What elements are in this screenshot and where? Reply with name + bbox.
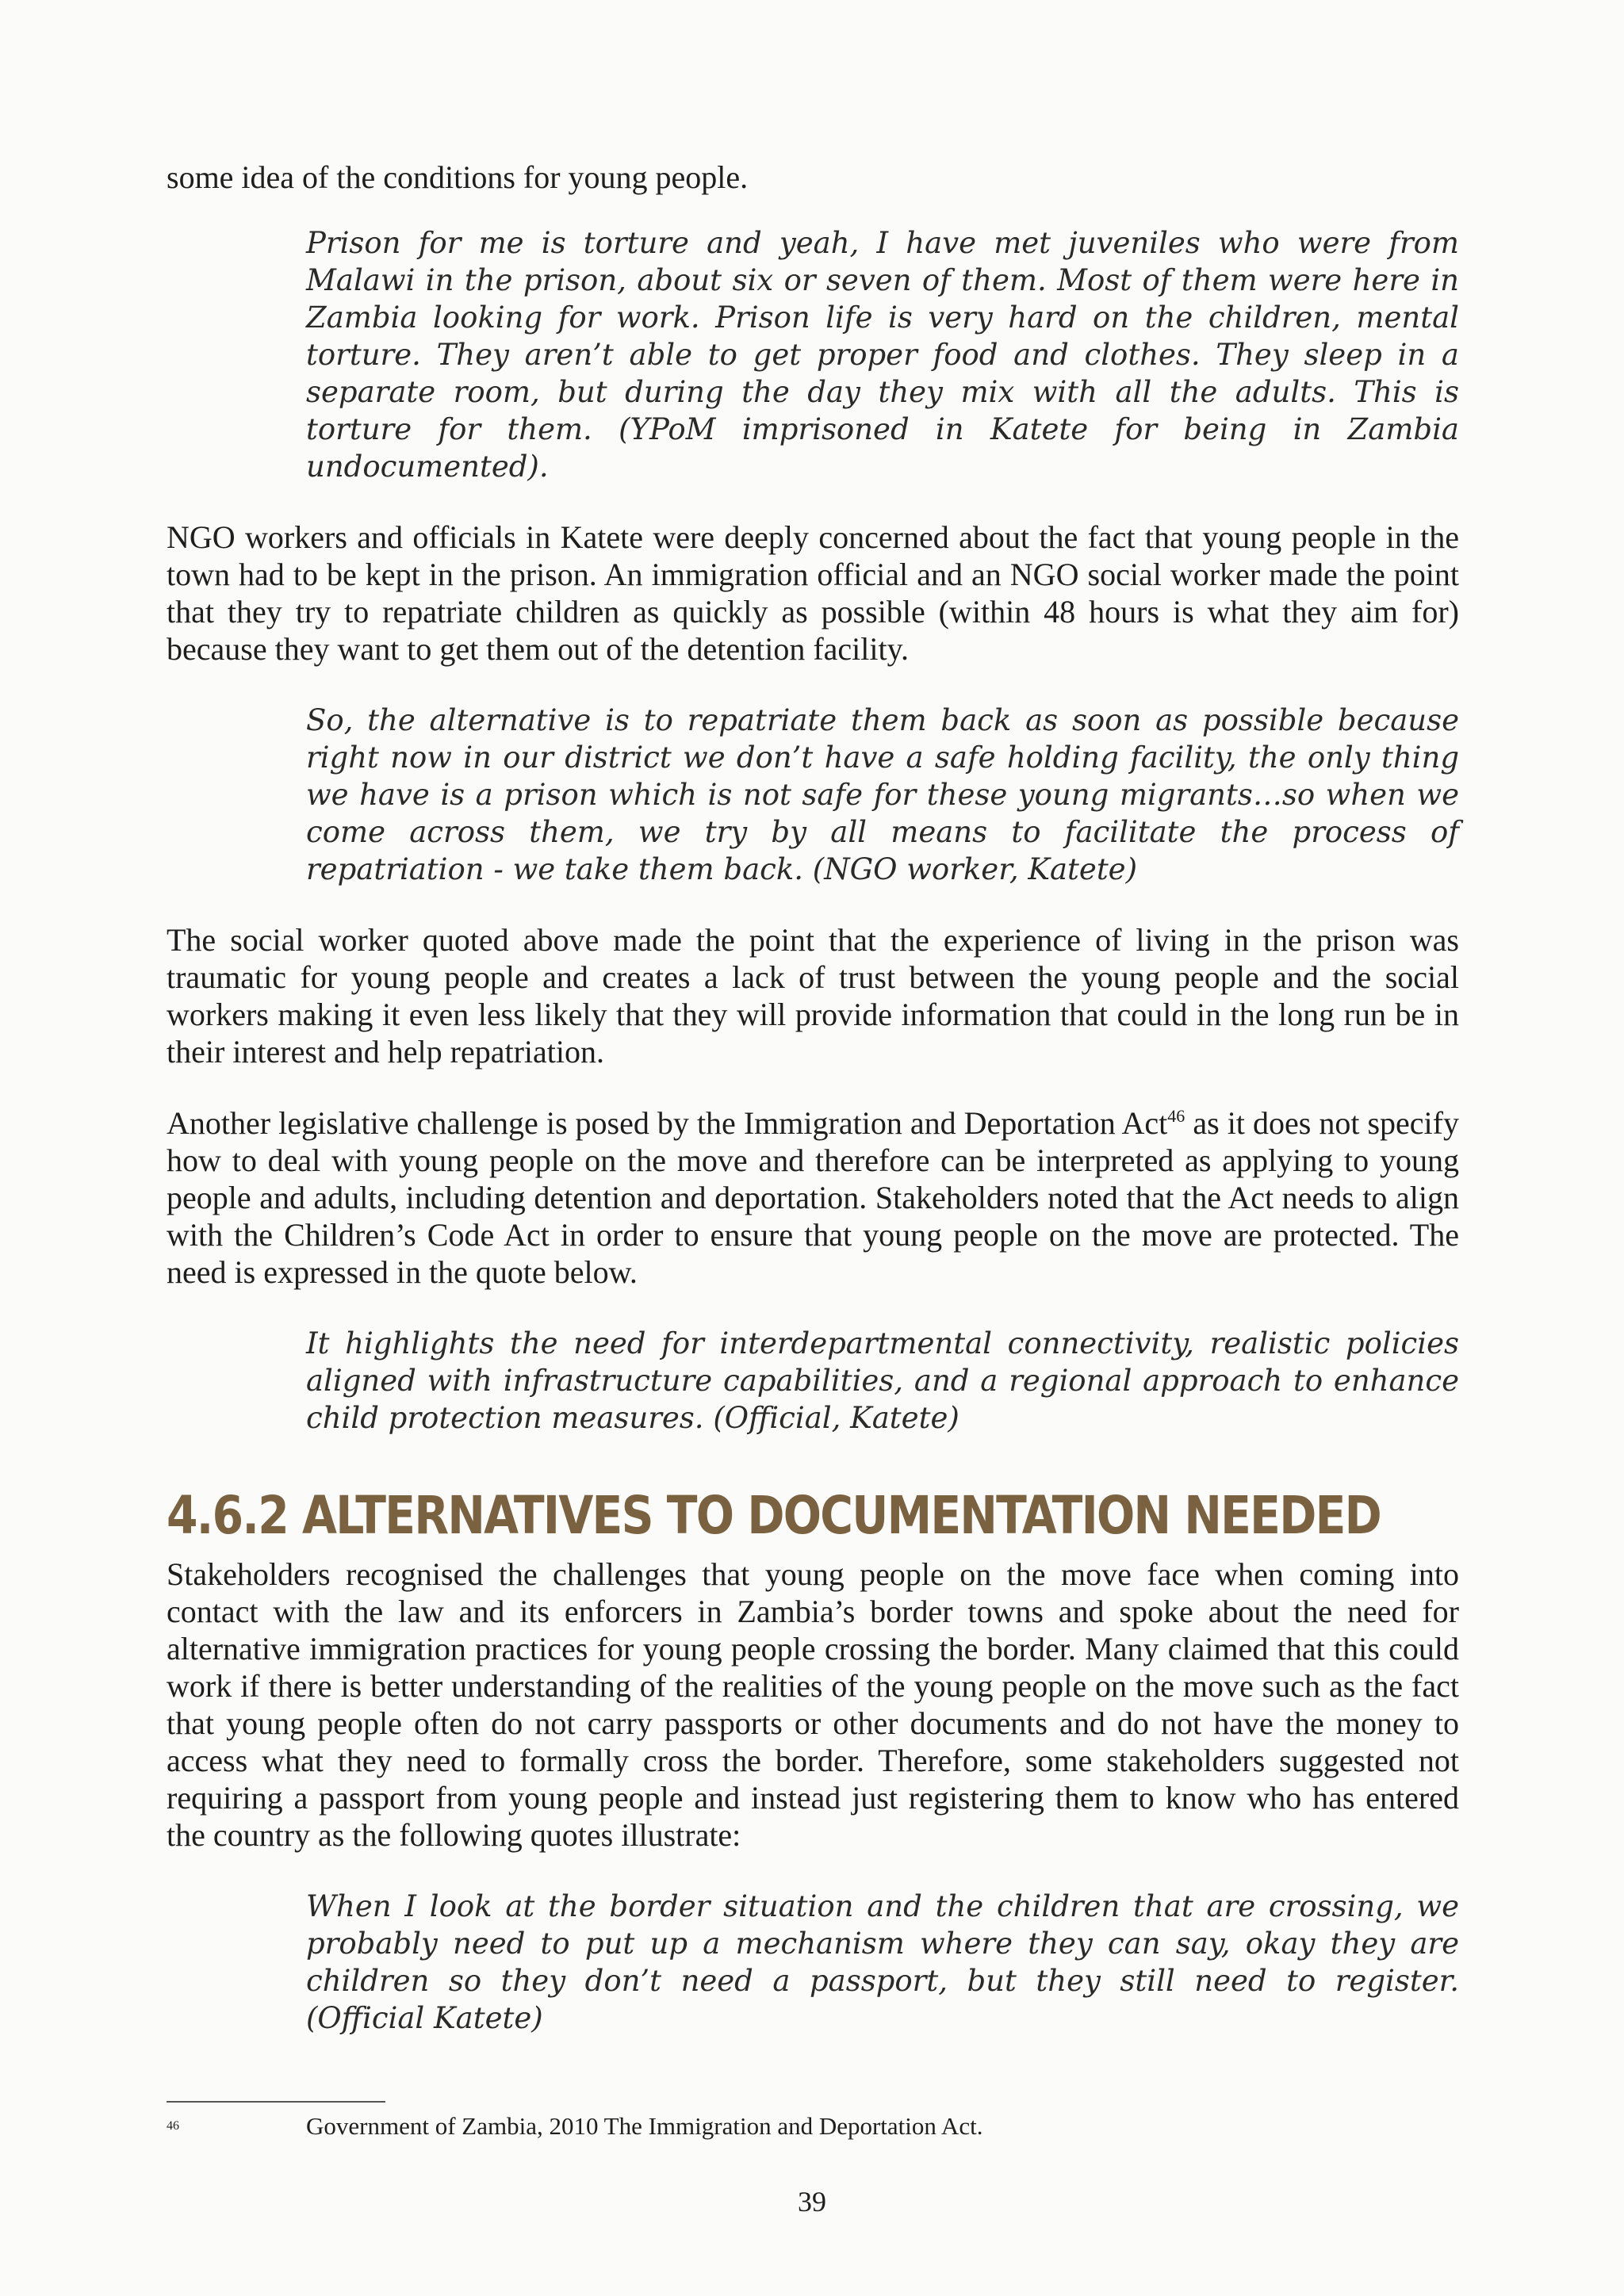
paragraph-text: Another legislative challenge is posed by the Immigration and Deportation Act xyxy=(167,1105,1168,1141)
section-heading: 4.6.2 ALTERNATIVES TO DOCUMENTATION NEEDED xyxy=(167,1485,1381,1546)
paragraph: Stakeholders recognised the challenges that young people on the move face when coming into contact with the law and its enforcers in Zambia’s border towns and spoke about the need for alternative immigration practices for young people crossing the border. Many claimed that this could work if there is better understanding of the realities of the young people on the move such as the fact that young people often do not carry passports or other documents and do not have the money to access what they need to formally cross the border. Therefore, some stakeholders suggested not requiring a passport from young people and instead just registering them to know who has entered the country as the following quotes illustrate: xyxy=(167,1556,1459,1853)
paragraph-text: as it does not specify how to deal with young people on the move and therefore can be interpreted as applying to young people and adults, including detention and deportation. Stakeholders noted that the Act needs to align with the Children’s Code Act in order to ensure that young people on the move are protected. The need is expressed in the quote below. xyxy=(167,1105,1459,1290)
footnote-text: Government of Zambia, 2010 The Immigration and Deportation Act. xyxy=(306,2112,983,2140)
footnote-reference[interactable]: 46 xyxy=(1167,1106,1185,1126)
page-body xyxy=(167,159,1459,2070)
paragraph: some idea of the conditions for young people. xyxy=(167,159,749,195)
block-quote: When I look at the border situation and the children that are crossing, we probably need to put up a mechanism where they can say, okay they are children so they don’t need a passport, but they still need to register. (Official Katete) xyxy=(306,1889,1459,2035)
block-quote: So, the alternative is to repatriate them back as soon as possible because right now in our district we don’t have a safe holding facility, the only thing we have is a prison which is not safe for these young migrants…so when we come across them, we try by all means to facilitate the process of repatriation - we take them back. (NGO worker, Katete) xyxy=(306,703,1459,886)
footnote-divider xyxy=(167,2101,385,2103)
page-number: 39 xyxy=(798,2186,826,2218)
paragraph: The social worker quoted above made the point that the experience of living in the prison was traumatic for young people and creates a lack of trust between the young people and the social workers making it even less likely that they will provide information that could in the long run be in their interest and help repatriation. xyxy=(167,922,1459,1070)
paragraph: NGO workers and officials in Katete were deeply concerned about the fact that young people in the town had to be kept in the prison. An immigration official and an NGO social worker made the point that they try to repatriate children as quickly as possible (within 48 hours is what they aim for) because they want to get them out of the detention facility. xyxy=(167,519,1459,667)
block-quote: It highlights the need for interdepartmental connectivity, realistic policies aligned with infrastructure capabilities, and a regional approach to enhance child protection measures. (Official, Katete) xyxy=(306,1326,1459,1435)
paragraph xyxy=(167,1104,1459,1291)
block-quote: Prison for me is torture and yeah, I have met juveniles who were from Malawi in the prison, about six or seven of them. Most of them were here in Zambia looking for work. Prison life is very hard on the children, mental torture. They aren’t able to get proper food and clothes. They sleep in a separate room, but during the day they mix with all the adults. This is torture for them. (YPoM imprisoned in Katete for being in Zambia undocumented). xyxy=(306,226,1459,484)
footnote-number: 46 xyxy=(167,2119,179,2133)
